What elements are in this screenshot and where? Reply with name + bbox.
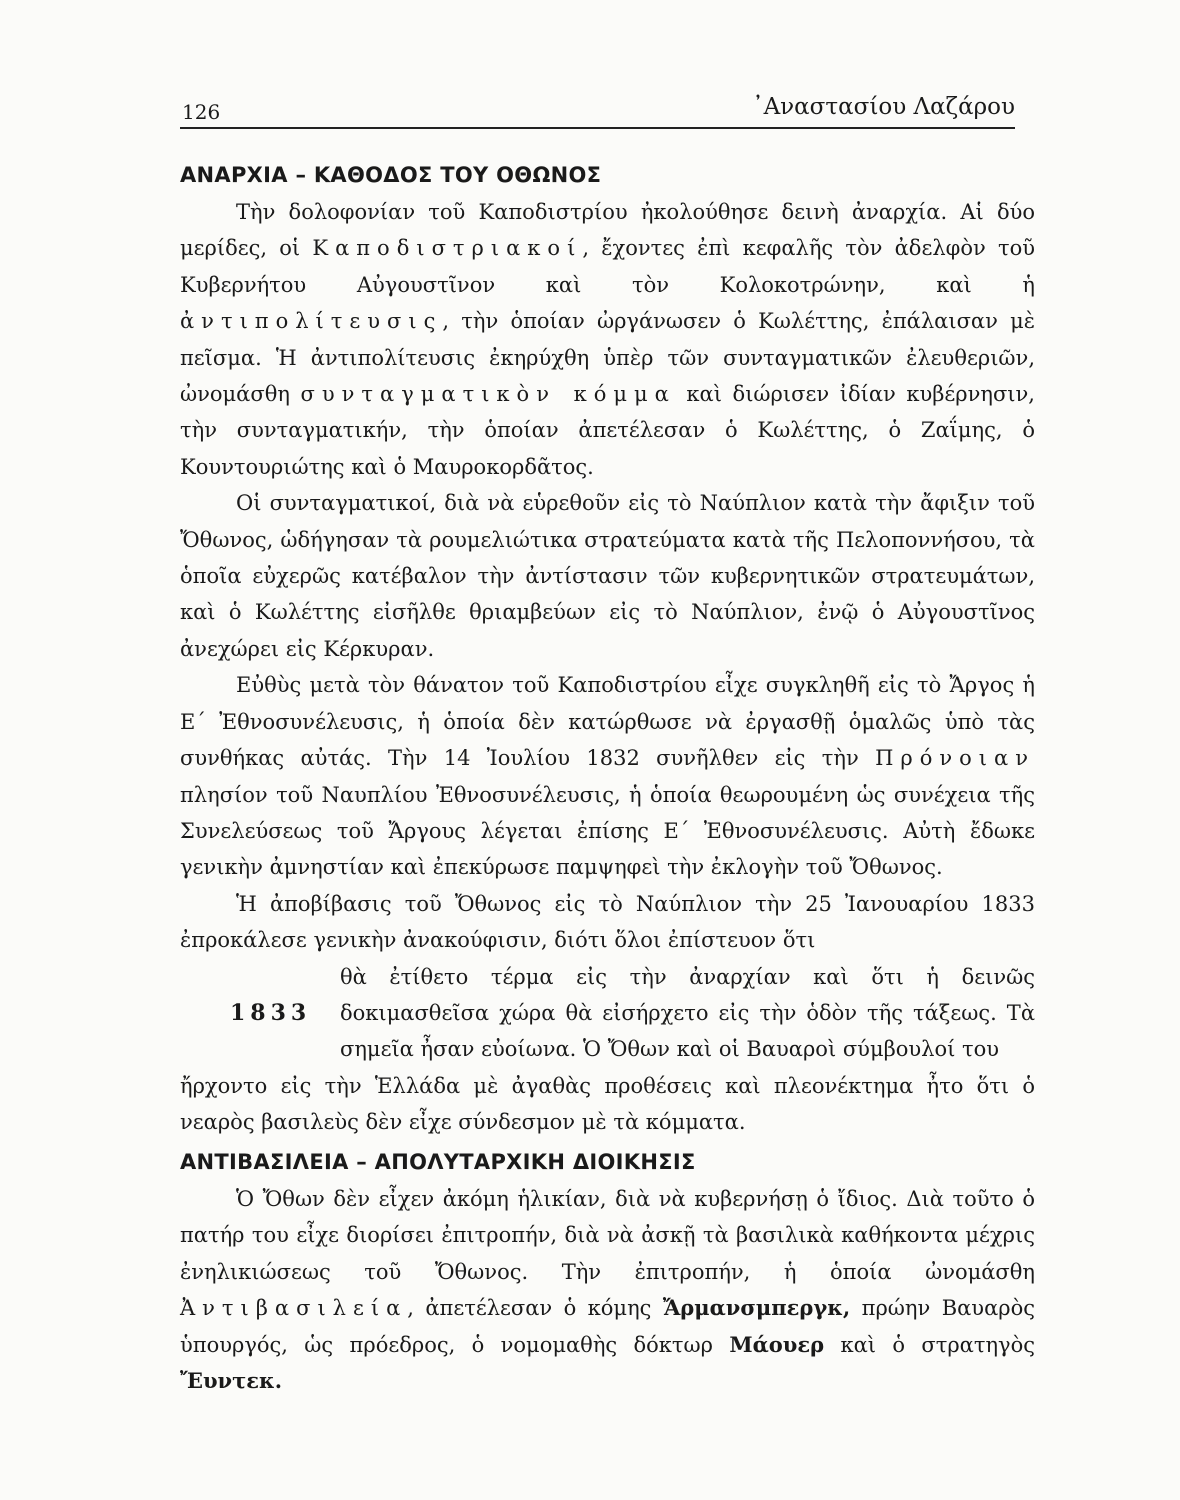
- spaced-term: συνταγματικὸν κόμμα: [300, 382, 676, 407]
- text-run: πρώην Βαυαρὸς ὑπουργός, ὡς πρόεδρος, ὁ νομομαθὴς δόκτωρ: [180, 1296, 1036, 1357]
- bold-name: Ἄρμανσμπεργκ,: [662, 1295, 851, 1321]
- page-number: 126: [182, 100, 221, 124]
- text-run: Τὴν δολοφονίαν τοῦ Καποδιστρίου ἠκολούθησε δεινὴ ἀναρχία. Αἱ δύο μερίδες, οἱ: [180, 200, 1035, 261]
- text-run: Ὁ Ὄθων δὲν εἶχεν ἀκόμη ἡλικίαν, διὰ νὰ κυβερνήσῃ ὁ ἴδιος. Διὰ τοῦτο ὁ πατήρ του εἶχε διορίσει ἐπιτροπήν, διὰ νὰ ἀσκῇ τὰ βασιλικὰ καθήκοντα μέχρις ἐνηλικιώσεως τοῦ Ὄθωνος. Τὴν ἐπιτροπήν, ἡ ὁποία ὠνομάσθη: [180, 1187, 1035, 1284]
- paragraph: [180, 194, 1035, 485]
- header-rule: [180, 127, 1015, 129]
- text-run: , ἔχοντες ἐπὶ κεφαλῆς τὸν ἀδελφὸν τοῦ Κυβερνήτου Αὐγουστῖνον καὶ τὸν Κολοκοτρώνην, καὶ ἡ: [180, 236, 1035, 297]
- spaced-term: Ἀντιβασιλεία: [180, 1296, 408, 1321]
- bold-name: Μάουερ: [729, 1331, 825, 1357]
- text-run: καὶ διώρισεν ἰδίαν κυβέρνησιν, τὴν συνταγματικήν, τὴν ὁποίαν ἀπετέλεσαν ὁ Κωλέττης, ὁ Ζαΐμης, ὁ Κουντουριώτης καὶ ὁ Μαυροκορδᾶτος.: [180, 382, 1035, 479]
- spaced-term: Πρόνοιαν: [875, 746, 1035, 771]
- running-title: ᾿Αναστασίου Λαζάρου: [752, 94, 1015, 120]
- text-run: πλησίον τοῦ Ναυπλίου Ἐθνοσυνέλευσις, ἡ ὁποία θεωρουμένη ὡς συνέχεια τῆς Συνελεύσεως τοῦ Ἄργους λέγεται ἐπίσης Ε΄ Ἐθνοσυνέλευσις. Αὐτὴ ἔδωκε γενικὴν ἀμνηστίαν καὶ ἐπεκύρωσε παμψηφεὶ τὴν ἐκλογὴν τοῦ Ὄθωνος.: [180, 782, 1035, 880]
- margin-year: 1833: [230, 999, 312, 1026]
- section-heading: ΑΝΑΡΧΙΑ – ΚΑΘΟΔΟΣ ΤΟΥ ΟΘΩΝΟΣ: [180, 163, 602, 187]
- spaced-term: ἀντιπολίτευσις: [180, 309, 443, 334]
- text-run: καὶ ὁ στρατηγὸς: [824, 1332, 1035, 1357]
- section-anarchy: [180, 156, 1035, 1141]
- section-body: [180, 194, 1035, 1141]
- section-heading: ΑΝΤΙΒΑΣΙΛΕΙΑ – ΑΠΟΛΥΤΑΡΧΙΚΗ ΔΙΟΙΚΗΣΙΣ: [180, 1150, 696, 1174]
- section-regency: [180, 1143, 1035, 1399]
- margin-note-block: [180, 959, 1035, 1068]
- paragraph-continuation: ἤρχοντο εἰς τὴν Ἑλλάδα μὲ ἀγαθὰς προθέσεις καὶ πλεονέκτημα ἦτο ὅτι ὁ νεαρὸς βασιλεὺς δὲν εἶχε σύνδεσμον μὲ τὰ κόμματα.: [180, 1073, 1035, 1135]
- text-run: , τὴν ὁποίαν ὠργάνωσεν ὁ Κωλέττης, ἐπάλαισαν μὲ πεῖσμα. Ἡ ἀντιπολίτευσις ἐκηρύχθη ὑπὲρ τῶν συνταγματικῶν ἐλευθεριῶν, ὠνομάσθη: [180, 309, 1035, 407]
- paragraph-continuation: θὰ ἐτίθετο τέρμα εἰς τὴν ἀναρχίαν καὶ ὅτι ἡ δεινῶς δοκιμασθεῖσα χώρα θὰ εἰσήρχετο εἰς τὴν ὁδὸν τῆς τάξεως. Τὰ σημεῖα ἦσαν εὐοίωνα. Ὁ Ὄθων καὶ οἱ Βαυαροὶ σύμβουλοί του: [340, 964, 1035, 1062]
- paragraph: Ἡ ἀποβίβασις τοῦ Ὄθωνος εἰς τὸ Ναύπλιον τὴν 25 Ἰανουαρίου 1833 ἐπροκάλεσε γενικὴν ἀνακούφισιν, διότι ὅλοι ἐπίστευον ὅτι: [180, 891, 1035, 953]
- paragraph: [180, 667, 1035, 885]
- spaced-term: Καποδιστριακοί: [312, 236, 583, 261]
- text-run: Εὐθὺς μετὰ τὸν θάνατον τοῦ Καποδιστρίου εἶχε συγκληθῆ εἰς τὸ Ἄργος ἡ Ε΄ Ἐθνοσυνέλευσις, ἡ ὁποία δὲν κατώρθωσε νὰ ἐργασθῇ ὁμαλῶς ὑπὸ τὰς συνθήκας αὐτάς. Τὴν 14 Ἰουλίου 1832 συνῆλθεν εἰς τὴν: [180, 673, 1035, 771]
- section-body: [180, 1181, 1035, 1399]
- paragraph: Οἱ συνταγματικοί, διὰ νὰ εὑρεθοῦν εἰς τὸ Ναύπλιον κατὰ τὴν ἄφιξιν τοῦ Ὄθωνος, ὡδήγησαν τὰ ρουμελιώτικα στρατεύματα κατὰ τῆς Πελοποννήσου, τὰ ὁποῖα εὐχερῶς κατέβαλον τὴν ἀντίστασιν τῶν κυβερνητικῶν στρατευμάτων, καὶ ὁ Κωλέττης εἰσῆλθε θριαμβεύων εἰς τὸ Ναύπλιον, ἐνῷ ὁ Αὐγουστῖνος ἀνεχώρει εἰς Κέρκυραν.: [180, 491, 1035, 661]
- bold-name: Ἔυντεκ.: [180, 1368, 283, 1394]
- page-header: [180, 94, 1015, 130]
- text-run: , ἀπετέλεσαν ὁ κόμης: [407, 1296, 663, 1321]
- paragraph: [180, 1181, 1035, 1399]
